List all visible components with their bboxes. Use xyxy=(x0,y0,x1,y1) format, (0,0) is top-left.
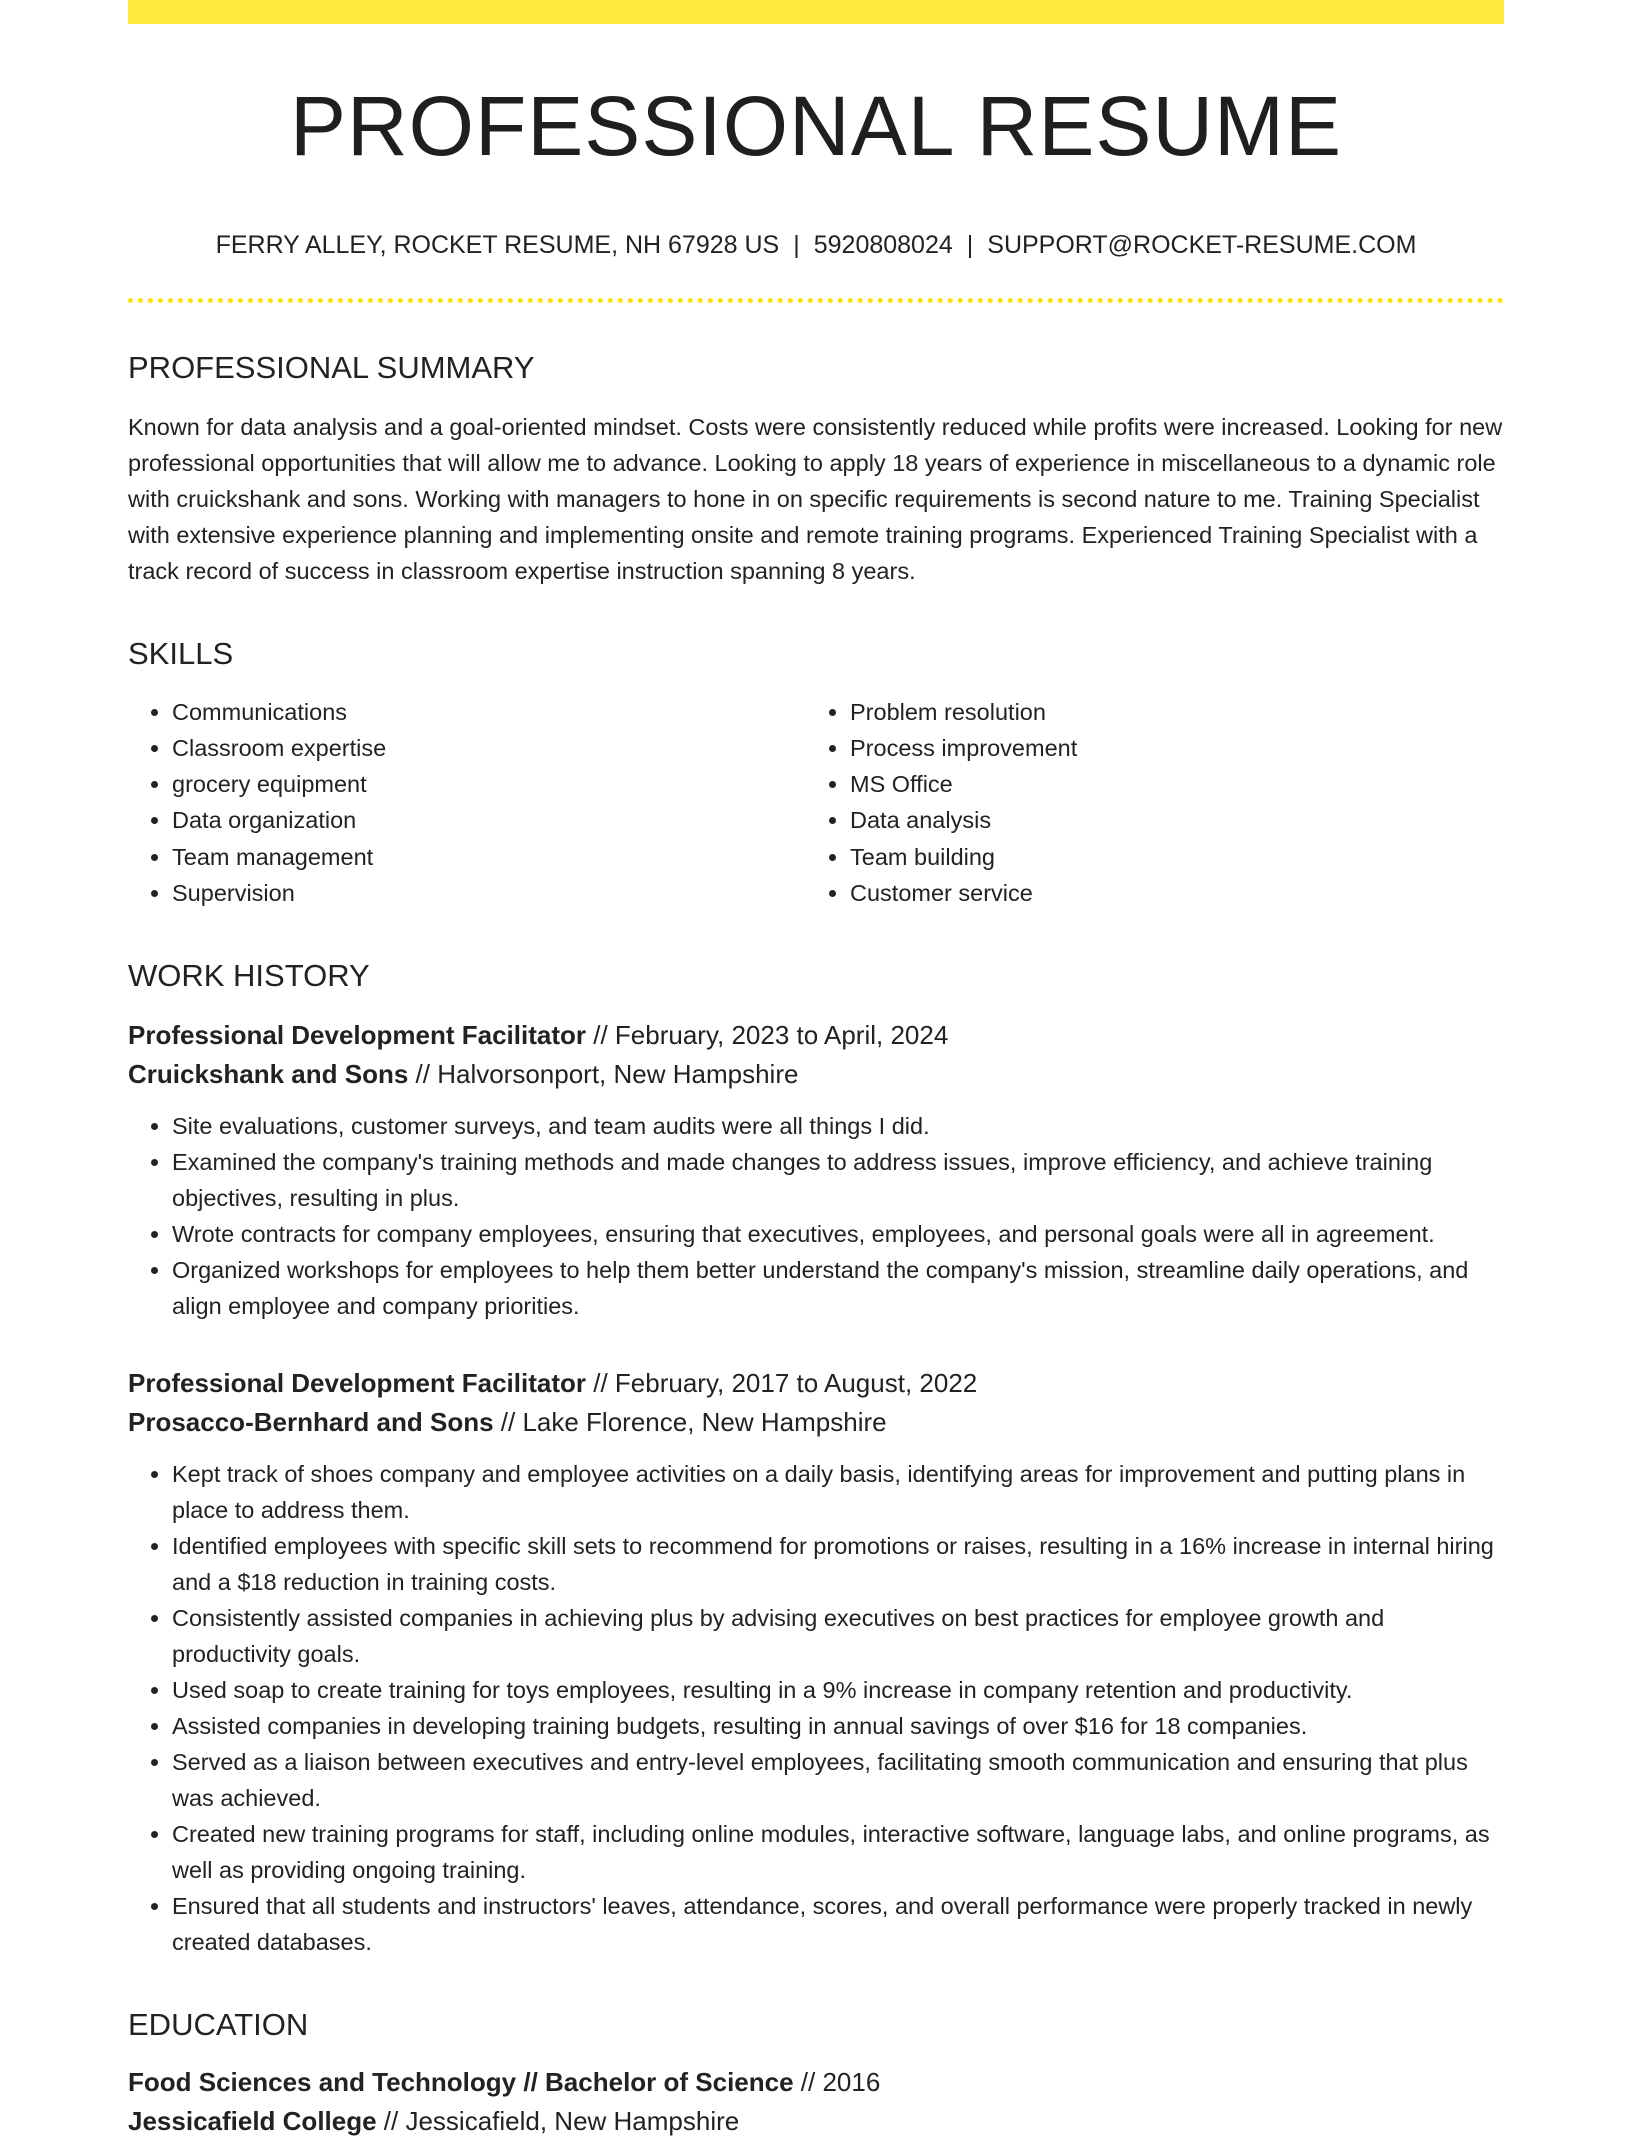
job-bullets xyxy=(128,1108,1504,1324)
job-bullet: • Identified employees with specific skill sets to recommend for promotions or raises, resulting in a 16% increase in internal hiring and a $18 reduction in training costs. xyxy=(172,1528,1504,1600)
job-entry xyxy=(128,1016,1504,1324)
skill-item: • Classroom expertise xyxy=(172,730,806,766)
skill-item: • Process improvement xyxy=(850,730,1484,766)
skills-grid xyxy=(128,694,1504,911)
job-bullet: • Created new training programs for staff, including online modules, interactive software, language labs, and online programs, as well as providing ongoing training. xyxy=(172,1816,1504,1888)
job-company-line xyxy=(128,1403,1504,1442)
education-location: // Jessicafield, New Hampshire xyxy=(376,2106,740,2137)
job-bullet: • Used soap to create training for toys employees, resulting in a 9% increase in company retention and productivity. xyxy=(172,1672,1504,1708)
education-school-line xyxy=(128,2102,1504,2141)
page-title: PROFESSIONAL RESUME xyxy=(289,79,1343,173)
contact-phone: 5920808024 xyxy=(813,231,953,260)
job-bullets xyxy=(128,1456,1504,1960)
skill-item: • Supervision xyxy=(172,875,806,911)
skill-item: • MS Office xyxy=(850,766,1484,802)
contact-separator: | xyxy=(966,231,974,260)
job-bullet: • Served as a liaison between executives and entry-level employees, facilitating smooth communication and ensuring that plus was achieved. xyxy=(172,1744,1504,1816)
job-company: Prosacco-Bernhard and Sons xyxy=(128,1407,494,1438)
dotted-divider xyxy=(128,298,1504,303)
skill-item: • grocery equipment xyxy=(172,766,806,802)
education-degree-line xyxy=(128,2063,1504,2102)
skill-item: • Data organization xyxy=(172,802,806,838)
job-bullet: • Examined the company's training methods and made changes to address issues, improve efficiency, and achieve training objectives, resulting in plus. xyxy=(172,1144,1504,1216)
contact-email: SUPPORT@ROCKET-RESUME.COM xyxy=(987,231,1417,260)
job-title: Professional Development Facilitator xyxy=(128,1020,587,1051)
work-history-heading: WORK HISTORY xyxy=(128,957,370,993)
skill-item: • Team management xyxy=(172,839,806,875)
contact-address: FERRY ALLEY, ROCKET RESUME, NH 67928 US xyxy=(215,231,780,260)
job-bullet: • Kept track of shoes company and employee activities on a daily basis, identifying areas for improvement and putting plans in place to address them. xyxy=(172,1456,1504,1528)
job-title-line xyxy=(128,1016,1504,1055)
job-bullet: • Assisted companies in developing training budgets, resulting in annual savings of over $16 for 18 companies. xyxy=(172,1708,1504,1744)
job-dates: // February, 2017 to August, 2022 xyxy=(586,1368,978,1399)
accent-top-bar xyxy=(128,0,1504,24)
job-bullet: • Consistently assisted companies in achieving plus by advising executives on best practices for employee growth and productivity goals. xyxy=(172,1600,1504,1672)
job-dates: // February, 2023 to April, 2024 xyxy=(586,1020,949,1051)
job-location: // Lake Florence, New Hampshire xyxy=(493,1407,887,1438)
skill-item: • Data analysis xyxy=(850,802,1484,838)
skills-list-left xyxy=(128,694,806,911)
job-location: // Halvorsonport, New Hampshire xyxy=(408,1059,799,1090)
contact-line xyxy=(128,230,1504,260)
education-entry xyxy=(128,2063,1504,2141)
contact-separator: | xyxy=(793,231,800,260)
job-company: Cruickshank and Sons xyxy=(128,1059,409,1090)
job-bullet: • Site evaluations, customer surveys, and team audits were all things I did. xyxy=(172,1108,1504,1144)
education-year: // 2016 xyxy=(793,2067,881,2098)
job-bullet: • Wrote contracts for company employees, ensuring that executives, employees, and personal goals were all in agreement. xyxy=(172,1216,1504,1252)
summary-text: Known for data analysis and a goal-oriented mindset. Costs were consistently reduced while profits were increased. Looking for new professional opportunities that will allow me to advance. Looking to apply 18 years of experience in miscellaneous to a dynamic role with cruickshank and sons. Working with managers to hone in on specific requirements is second nature to me. Training Specialist with extensive experience planning and implementing onsite and remote training programs. Experienced Training Specialist with a track record of success in classroom expertise instruction spanning 8 years. xyxy=(128,413,1503,584)
skill-item: • Problem resolution xyxy=(850,694,1484,730)
skills-heading: SKILLS xyxy=(128,635,234,671)
skills-list-right xyxy=(806,694,1484,911)
skill-item: • Team building xyxy=(850,839,1484,875)
summary-heading: PROFESSIONAL SUMMARY xyxy=(128,350,535,386)
job-entry xyxy=(128,1364,1504,1960)
job-title-line xyxy=(128,1364,1504,1403)
education-school: Jessicafield College xyxy=(128,2106,377,2137)
education-heading: EDUCATION xyxy=(128,2007,309,2043)
skill-item: • Customer service xyxy=(850,875,1484,911)
job-company-line xyxy=(128,1055,1504,1094)
resume-content xyxy=(128,24,1504,2141)
skill-item: • Communications xyxy=(172,694,806,730)
job-bullet: • Ensured that all students and instructors' leaves, attendance, scores, and overall performance were properly tracked in newly created databases. xyxy=(172,1888,1504,1960)
job-title: Professional Development Facilitator xyxy=(128,1368,587,1399)
job-bullet: • Organized workshops for employees to help them better understand the company's mission, streamline daily operations, and align employee and company priorities. xyxy=(172,1252,1504,1324)
education-degree: Food Sciences and Technology // Bachelor of Science xyxy=(128,2067,794,2098)
